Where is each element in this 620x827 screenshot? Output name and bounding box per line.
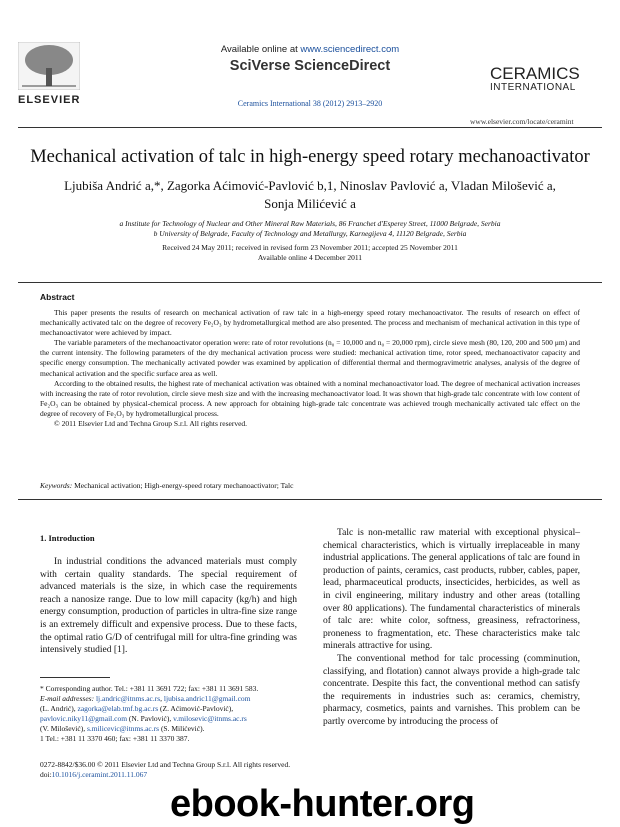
email-label: E-mail addresses:	[40, 694, 96, 703]
journal-logo-line1: CERAMICS	[490, 64, 580, 83]
abstract-heading: Abstract	[40, 292, 75, 302]
body-paragraph: Talc is non-metallic raw material with exceptional physical–chemical characteristics, which is virtually irreplaceable in many industrial applications. The general applications of talc are found in production of paints, ceramics, cast products, rubber, cables, paper, lead, pharmaceutical products, insecticides, herbicides, as well as in civil engineering, military industry and other areas (totalling over 80 applications). The fundamental characteristics of minerals of talc are: white color, softness, greasiness, refractoriness, proneness to fragmentation, etc. These characteristics make talc minerals attractive for using.	[323, 528, 580, 652]
email-link[interactable]: pavlovic.niky11@gmail.com	[40, 714, 128, 723]
email-link[interactable]: s.milicevic@itnms.ac.rs	[86, 724, 160, 733]
abstract-top-rule	[18, 282, 602, 283]
email-link[interactable]: zagorka@elab.tmf.bg.ac.rs	[77, 704, 159, 713]
doi-line: doi:10.1016/j.ceramint.2011.11.067	[40, 770, 148, 779]
article-title: Mechanical activation of talc in high-energy speed rotary mechanoactivator	[30, 147, 590, 167]
authors	[30, 177, 590, 213]
email-line: pavlovic.niky11@gmail.com (N. Pavlović), v.milosevic@itnms.ac.rs	[40, 714, 247, 723]
keywords-label: Keywords:	[40, 481, 73, 490]
issn-copyright	[40, 760, 290, 780]
abstract-paragraph: According to the obtained results, the highest rate of mechanical activation was obtained with a nominal mechanoactivator load. The degree of mechanical activation increases with increasing the rate of rotor revolution, circle sieve mesh size and with the increasing mechanoactivator load. It was shown that high-grade talc concentrate with low content of Fe₂O₃ can be obtained by physical-chemical process. A new approach for obtaining high-grade talc concentrate was achieved trough mechanically activated talc effect on the degree of recovery of Fe₂O₃ by hydrometallurgical process.	[40, 378, 580, 418]
received-dates: Received 24 May 2011; received in revised form 23 November 2011; accepted 25 November 2011	[162, 243, 458, 252]
email-link[interactable]: ljubisa.andric11@gmail.com	[163, 694, 251, 703]
journal-header	[0, 0, 620, 126]
journal-url[interactable]: www.elsevier.com/locate/ceramint	[470, 117, 574, 126]
body-paragraph: In industrial conditions the advanced materials must comply with certain quality standards. The special requirement of advanced materials is the size, in which case the requirements reach a nanosize range. Due to low mill capacity (kg/h) and high energy consumption, production of particles in ultra-fine size range is an extremely difficult and expensive process. Due to these facts, the optimal ratio G/D of centrifugal mill for ultra-fine grinding was intensively studied [1].	[40, 557, 297, 656]
footnote-tel: 1 Tel.: +381 11 3370 460; fax: +381 11 3370 387.	[40, 734, 190, 743]
abstract-copyright: © 2011 Elsevier Ltd and Techna Group S.r.l. All rights reserved.	[54, 419, 248, 429]
affiliation-a: a Institute for Technology of Nuclear and Other Mineral Raw Materials, 86 Franchet d'Esperey Street, 11000 Belgrade, Serbia	[119, 219, 501, 228]
platform-name: SciVerse ScienceDirect	[229, 58, 391, 74]
keywords-list: Mechanical activation; High-energy-speed rotary mechanoactivator; Talc	[72, 481, 294, 490]
publisher-name: ELSEVIER	[18, 94, 81, 106]
article-dates	[40, 243, 580, 263]
available-prefix: Available online at	[220, 44, 301, 55]
body-column-left	[40, 556, 297, 657]
available-online	[0, 44, 620, 55]
online-date: Available online 4 December 2011	[257, 253, 363, 262]
abstract-paragraph: The variable parameters of the mechanoactivator operation were: rate of rotor revolutions (n₀ = 10,000 and n₀ = 20,000 rpm), circle sieve mesh (80, 120, 200 and 500 μm) and the current intensity. The following parameters of the dry mechanical activation process were studied: mechanical activation time, rotor speed, mechanoactivator capacity and specific energy consumption. The mechanically activated powder was examined by application of differential thermal and thermogravimetric analyses, analysis of the degree of mechanical activation and the specific surface area as well.	[40, 338, 580, 378]
email-link[interactable]: v.milosevic@itnms.ac.rs	[173, 714, 247, 723]
body-column-right	[323, 527, 580, 729]
authors-line1: Ljubiša Andrić a,*, Zagorka Aćimović-Pavlović b,1, Ninoslav Pavlović a, Vladan Milošević a,	[64, 178, 556, 193]
email-link[interactable]: lj.andric@itnms.ac.rs	[95, 694, 161, 703]
header-rule	[18, 127, 602, 128]
issn-line: 0272-8842/$36.00 © 2011 Elsevier Ltd and Techna Group S.r.l. All rights reserved.	[40, 760, 291, 769]
watermark-text: ebook-hunter.org	[170, 783, 475, 825]
email-line: (V. Milošević), s.milicevic@itnms.ac.rs (S. Milićević).	[40, 724, 205, 733]
abstract-bottom-rule	[18, 499, 602, 500]
corresponding-author: * Corresponding author. Tel.: +381 11 3691 722; fax: +381 11 3691 583.	[40, 684, 259, 693]
affiliations	[40, 219, 580, 239]
journal-logo-line2: INTERNATIONAL	[490, 82, 576, 93]
doi-link[interactable]: 10.1016/j.ceramint.2011.11.067	[51, 770, 148, 779]
abstract-paragraph: This paper presents the results of research on mechanical activation of raw talc in a high-energy speed rotary mechanoactivator. The results of research on effect of mechanically activated talc on the degree of recovery Fe₂O₃ by hydrometallurgical method are also presented. The process and mechanism of mechanical activation in this type of mechanoactivator were achieved by impact.	[40, 308, 580, 338]
journal-logo	[490, 66, 580, 94]
email-line: E-mail addresses: lj.andric@itnms.ac.rs, ljubisa.andric11@gmail.com	[40, 694, 251, 703]
authors-line2: Sonja Milićević a	[264, 196, 356, 211]
section-heading-introduction: 1. Introduction	[40, 533, 95, 543]
affiliation-b: b University of Belgrade, Faculty of Technology and Metallurgy, Karnegijeva 4, 11120 Belgrade, Serbia	[153, 229, 467, 238]
journal-reference[interactable]: Ceramics International 38 (2012) 2913–2920	[237, 99, 383, 108]
keywords	[40, 481, 293, 490]
abstract-body	[40, 308, 580, 429]
email-line: (L. Andrić), zagorka@elab.tmf.bg.ac.rs (Z. Aćimović-Pavlović),	[40, 704, 234, 713]
body-paragraph: The conventional method for talc processing (comminution, classifying, and flotation) cannot always provide a high-grade talc concentrate. Despite this fact, the conventional method can satisfy the requirements in industries such as: ceramics, chemistry, pharmacy, cosmetics, paints and varnishes. This problem can be partly overcome by introducing the process of	[323, 653, 580, 727]
footnote-rule	[40, 677, 110, 678]
sciencedirect-link[interactable]: www.sciencedirect.com	[300, 44, 400, 55]
footnotes	[40, 684, 302, 744]
